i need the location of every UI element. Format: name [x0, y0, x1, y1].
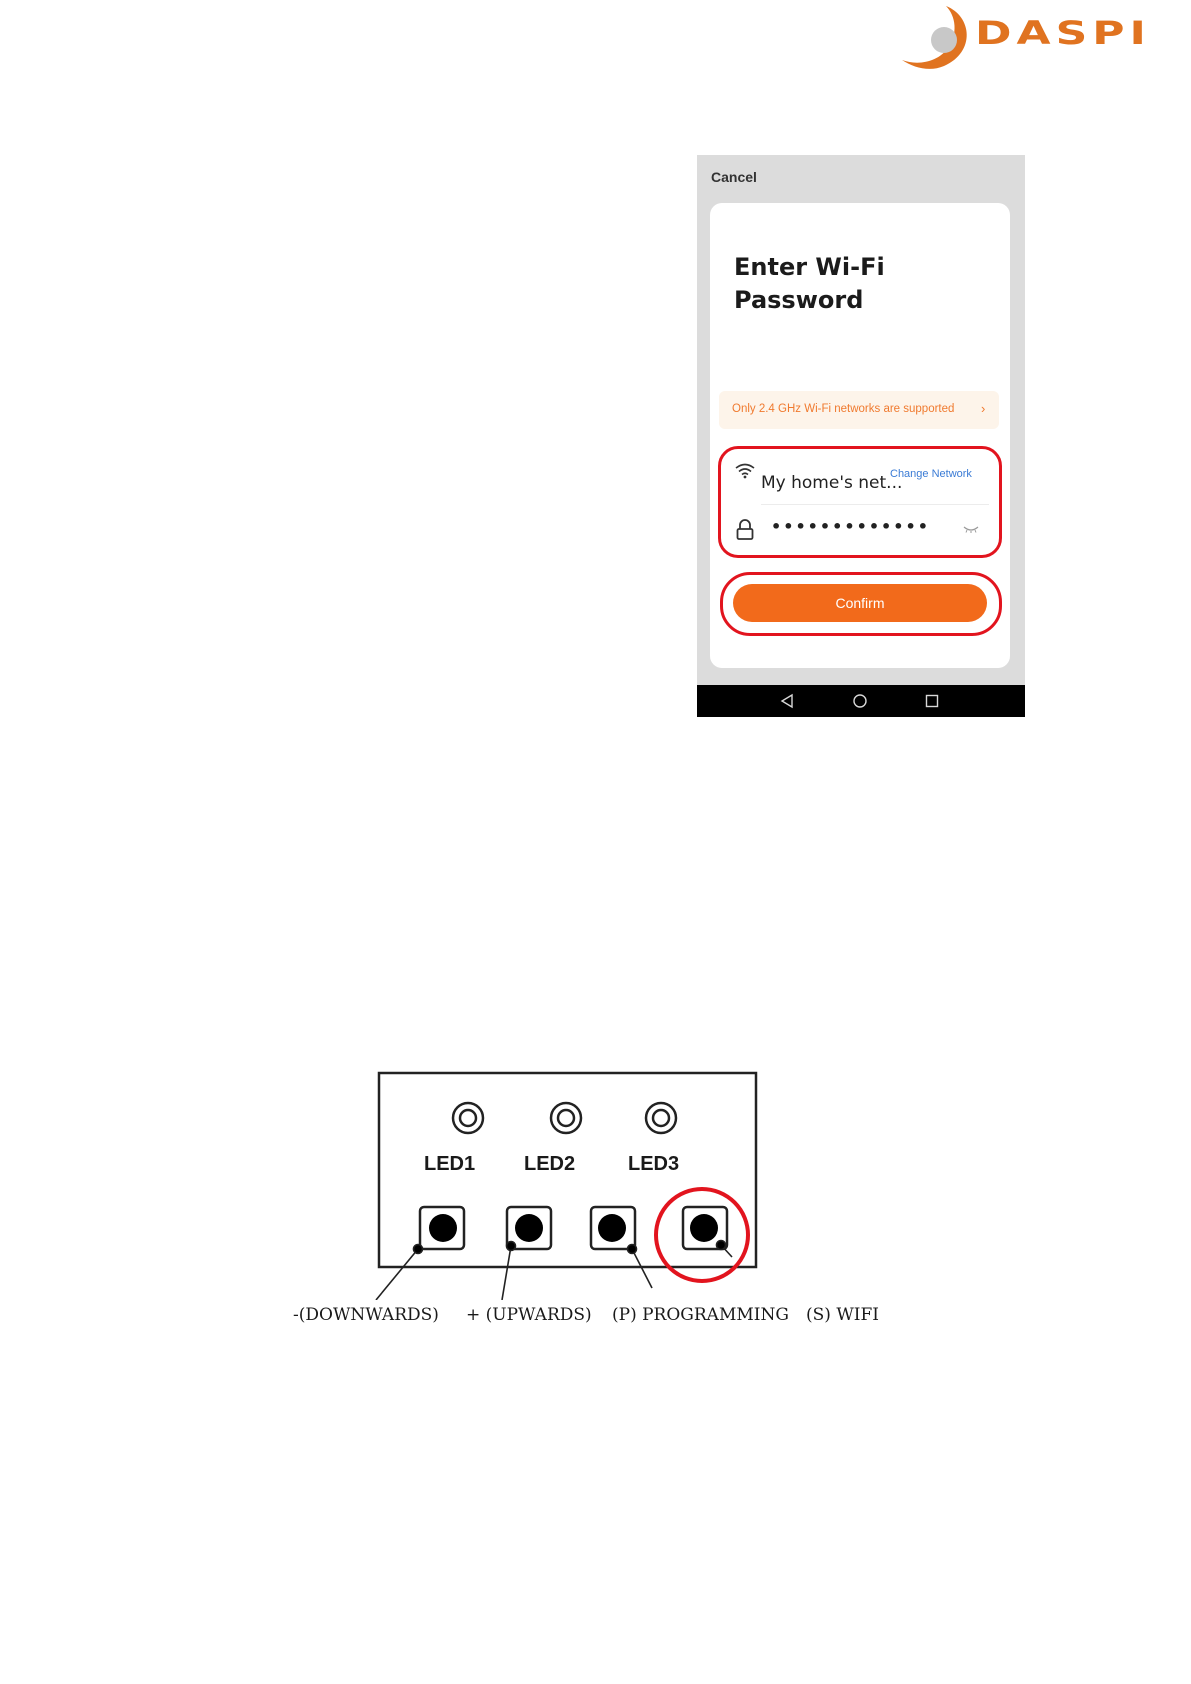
logo-wordmark: DASPI: [975, 15, 1151, 52]
nav-back-icon[interactable]: [779, 693, 795, 709]
wifi-password-card: [710, 203, 1010, 668]
led1-label: LED1: [424, 1153, 476, 1175]
daspi-logo: [900, 2, 1170, 74]
programming-button-icon: [591, 1207, 635, 1249]
credentials-highlight: [718, 446, 1002, 558]
led1-indicator-icon: [453, 1103, 483, 1133]
confirm-button[interactable]: Confirm: [733, 584, 987, 622]
daspi-logo-mark-icon: [900, 2, 980, 74]
led2-indicator-icon: [551, 1103, 581, 1133]
network-name: My home's net...: [761, 473, 903, 493]
caption-wifi: (S) WIFI: [806, 1305, 880, 1325]
caption-downwards: -(DOWNWARDS): [293, 1305, 439, 1325]
caption-upwards: + (UPWARDS): [466, 1305, 592, 1325]
cancel-button[interactable]: Cancel: [711, 169, 757, 185]
wifi-icon: [735, 463, 755, 479]
phone-screenshot: [697, 155, 1025, 717]
change-network-link[interactable]: Change Network: [890, 468, 972, 480]
android-nav-bar: [697, 685, 1025, 717]
band-notice-text: Only 2.4 GHz Wi-Fi networks are supported: [732, 403, 955, 415]
field-divider: [761, 504, 989, 505]
page-title: Enter Wi-Fi Password: [734, 253, 885, 314]
led3-label: LED3: [628, 1153, 680, 1175]
password-field[interactable]: •••••••••••••: [771, 517, 930, 536]
nav-home-icon[interactable]: [852, 693, 868, 709]
downwards-button-icon: [420, 1207, 464, 1249]
chevron-right-icon: ›: [981, 401, 986, 416]
panel-drawing: [280, 1060, 920, 1300]
led2-label: LED2: [524, 1153, 576, 1175]
nav-recent-icon[interactable]: [925, 694, 939, 708]
band-notice-banner[interactable]: [719, 391, 999, 429]
eye-icon[interactable]: [963, 525, 979, 533]
lock-icon: [736, 519, 754, 541]
led3-indicator-icon: [646, 1103, 676, 1133]
confirm-highlight: [720, 572, 1002, 636]
caption-programming: (P) PROGRAMMING: [612, 1305, 789, 1325]
